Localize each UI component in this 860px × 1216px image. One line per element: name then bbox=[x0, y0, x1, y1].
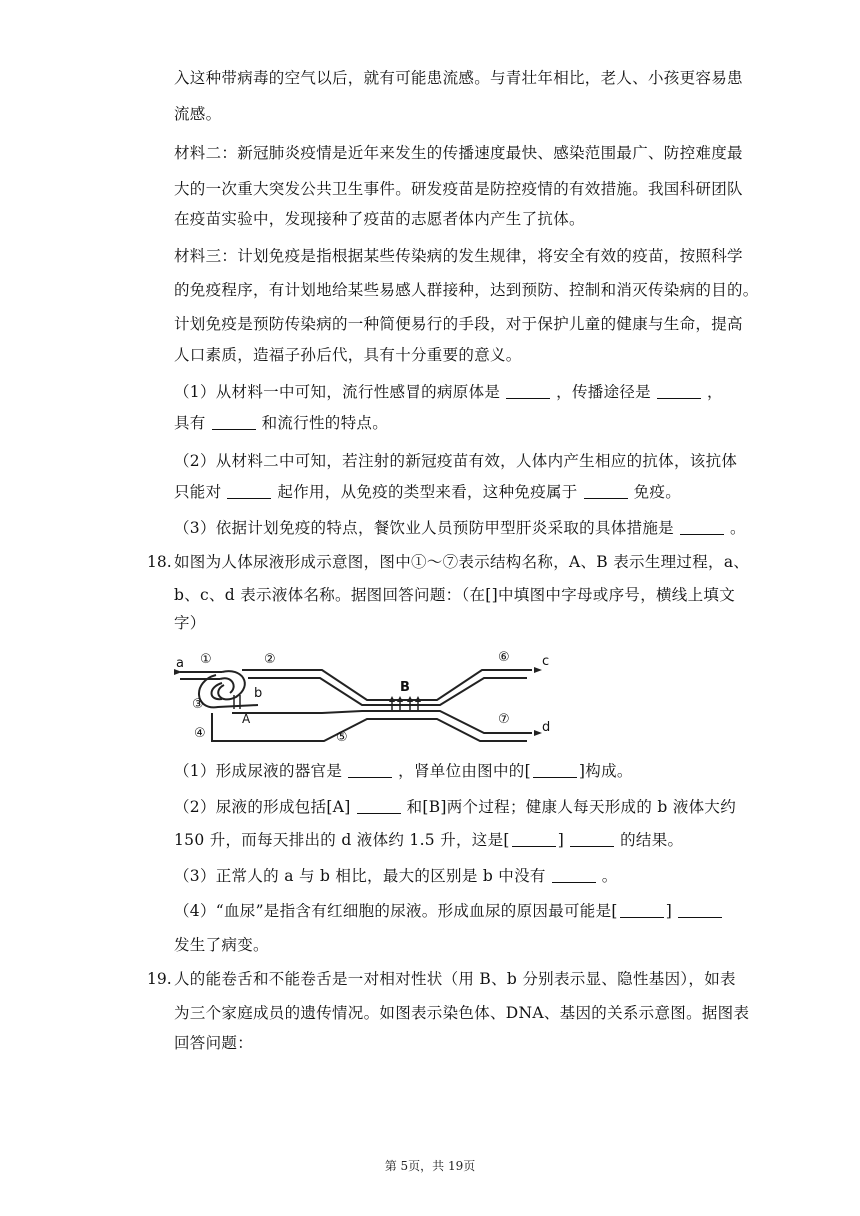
label-4: ④ bbox=[194, 726, 206, 741]
q17-part2-line2: 只能对 起作用，从免疫的类型来看，这种免疫属于 免疫。 bbox=[174, 483, 682, 501]
answer-blank[interactable] bbox=[212, 415, 256, 430]
q17-part2-line1: （2）从材料二中可知，若注射的新冠疫苗有效，人体内产生相应的抗体，该抗体 bbox=[174, 452, 738, 470]
label-A: A bbox=[242, 712, 251, 726]
question-number: 18. bbox=[147, 553, 172, 571]
q17-part1-line2: 具有 和流行性的特点。 bbox=[174, 414, 389, 432]
text-line: 流感。 bbox=[174, 105, 222, 123]
page-footer: 第 5页，共 19页 bbox=[384, 1159, 476, 1173]
q18-part2-line1: （2）尿液的形成包括[A] 和[B]两个过程；健康人每天形成的 b 液体大约 bbox=[174, 798, 737, 816]
q19-stem-line: 回答问题： bbox=[174, 1034, 254, 1052]
q17-part1-line1: （1）从材料一中可知，流行性感冒的病原体是 ，传播途径是 ， bbox=[174, 383, 723, 401]
label-6: ⑥ bbox=[498, 650, 510, 665]
text-line: 计划免疫是预防传染病的一种简便易行的手段，对于保护儿童的健康与生命，提高 bbox=[174, 315, 743, 333]
q18-part3: （3）正常人的 a 与 b 相比，最大的区别是 b 中没有 。 bbox=[174, 867, 618, 885]
text-line: 的免疫程序，有计划地给某些易感人群接种，达到预防、控制和消灭传染病的目的。 bbox=[174, 281, 759, 299]
answer-blank[interactable] bbox=[657, 384, 701, 399]
text-line: 在疫苗实验中，发现接种了疫苗的志愿者体内产生了抗体。 bbox=[174, 210, 585, 228]
label-5: ⑤ bbox=[336, 730, 348, 745]
answer-blank[interactable] bbox=[552, 868, 596, 883]
q18-stem-line: 如图为人体尿液形成示意图，图中①～⑦表示结构名称，A、B 表示生理过程，a、 bbox=[174, 553, 750, 571]
label-3: ③ bbox=[192, 697, 204, 712]
answer-blank[interactable] bbox=[357, 799, 401, 814]
answer-blank[interactable] bbox=[348, 763, 392, 778]
answer-blank[interactable] bbox=[570, 832, 614, 847]
question-number: 19. bbox=[147, 970, 172, 988]
label-a: a bbox=[176, 656, 184, 671]
answer-blank[interactable] bbox=[533, 763, 577, 778]
label-c: c bbox=[542, 654, 550, 669]
q19-stem-line: 为三个家庭成员的遗传情况。如图表示染色体、DNA、基因的关系示意图。据图表 bbox=[174, 1004, 750, 1022]
q18-part2-line2: 150 升，而每天排出的 d 液体约 1.5 升，这是[ ] 的结果。 bbox=[174, 831, 684, 849]
answer-blank[interactable] bbox=[678, 903, 722, 918]
q18-part1: （1）形成尿液的器官是 ，肾单位由图中的[ ]构成。 bbox=[174, 762, 633, 780]
q19-stem-line: 人的能卷舌和不能卷舌是一对相对性状（用 B、b 分别表示显、隐性基因），如表 bbox=[174, 970, 736, 988]
answer-blank[interactable] bbox=[227, 484, 271, 499]
label-B: B bbox=[400, 680, 410, 695]
label-1: ① bbox=[200, 652, 212, 667]
text-line: 人口素质，造福子孙后代，具有十分重要的意义。 bbox=[174, 346, 522, 364]
label-d: d bbox=[542, 720, 551, 735]
text-line: 入这种带病毒的空气以后，就有可能患流感。与青壮年相比，老人、小孩更容易患 bbox=[174, 69, 743, 87]
answer-blank[interactable] bbox=[680, 520, 724, 535]
q18-part4-line1: （4）“血尿”是指含有红细胞的尿液。形成血尿的原因最可能是[ ] bbox=[174, 901, 714, 921]
label-7: ⑦ bbox=[498, 712, 510, 727]
text-line: 材料二：新冠肺炎疫情是近年来发生的传播速度最快、感染范围最广、防控难度最 bbox=[174, 144, 743, 162]
label-b: b bbox=[254, 686, 263, 701]
text-line: 材料三：计划免疫是指根据某些传染病的发生规律，将安全有效的疫苗，按照科学 bbox=[174, 247, 743, 265]
answer-blank[interactable] bbox=[512, 832, 556, 847]
q18-part4-line2: 发生了病变。 bbox=[174, 936, 269, 954]
label-2: ② bbox=[264, 652, 276, 667]
answer-blank[interactable] bbox=[620, 903, 664, 918]
q18-stem-line: b、c、d 表示液体名称。据图回答问题：（在[]中填图中字母或序号，横线上填文 bbox=[174, 586, 735, 604]
answer-blank[interactable] bbox=[584, 484, 628, 499]
text-line: 大的一次重大突发公共卫生事件。研发疫苗是防控疫情的有效措施。我国科研团队 bbox=[174, 180, 743, 198]
q17-part3-line: （3）依据计划免疫的特点，餐饮业人员预防甲型肝炎采取的具体措施是 。 bbox=[174, 519, 746, 537]
nephron-diagram bbox=[172, 645, 557, 745]
q18-stem-line: 字） bbox=[174, 614, 206, 632]
answer-blank[interactable] bbox=[506, 384, 550, 399]
